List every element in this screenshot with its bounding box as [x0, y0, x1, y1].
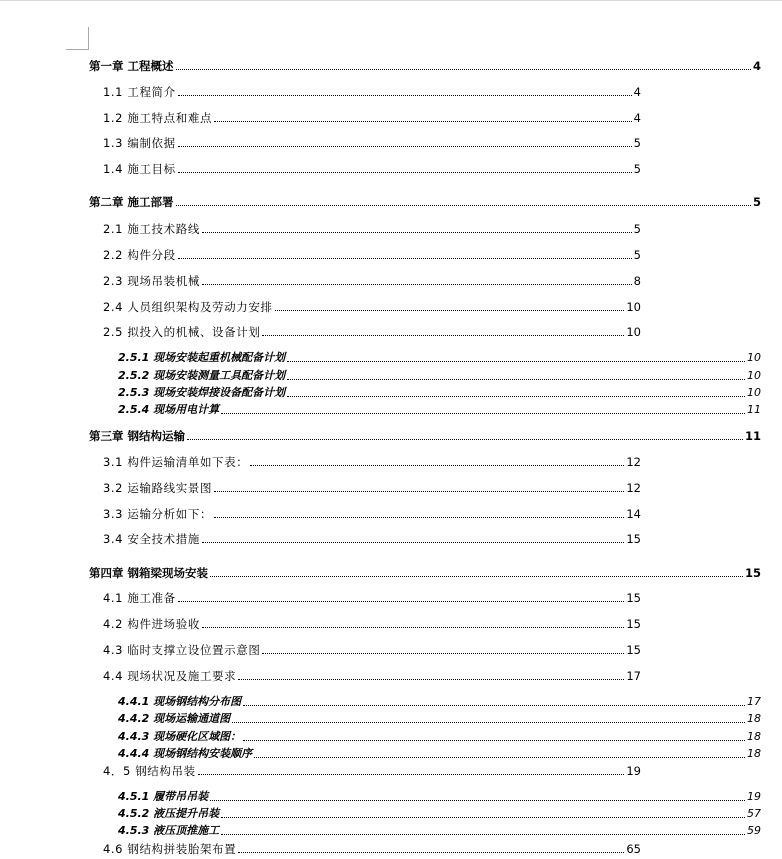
toc-section-4-1[interactable] [103, 591, 641, 605]
toc-section-4-6[interactable] [103, 842, 641, 856]
toc-page-number: 4 [633, 85, 641, 99]
toc-entry-text: 4．5 钢结构吊装 [103, 764, 196, 778]
toc-page-number: 5 [633, 162, 641, 176]
toc-section-1-2[interactable] [103, 111, 641, 125]
toc-page-number: 5 [633, 136, 641, 150]
toc-page-number: 10 [747, 386, 761, 399]
toc-leader [210, 799, 745, 801]
toc-subsection-4-5-1[interactable] [118, 790, 761, 804]
toc-page-number: 12 [626, 455, 641, 469]
toc-page-number: 5 [752, 195, 761, 209]
toc-entry-text: 4.4.3 现场硬化区域图： [118, 730, 242, 743]
toc-section-3-3[interactable] [103, 507, 641, 521]
toc-entry-text: 1.1 工程简介 [103, 85, 176, 99]
toc-leader [287, 378, 745, 380]
toc-page-number: 15 [626, 643, 641, 657]
toc-leader [187, 438, 743, 440]
toc-entry-text: 3.2 运输路线实景图 [103, 481, 213, 495]
toc-entry-text: 1.3 编制依据 [103, 136, 176, 150]
toc-entry-text: 4.6 钢结构拼装胎架布置 [103, 842, 237, 856]
toc-page-number: 57 [747, 807, 761, 820]
toc-entry-text: 第三章 钢结构运输 [89, 429, 186, 443]
toc-subsection-2-5-2[interactable] [118, 369, 761, 383]
toc-entry-text: 4.3 临时支撑立设位置示意图 [103, 643, 261, 657]
toc-page-number: 12 [626, 481, 641, 495]
toc-page-number: 11 [744, 429, 761, 443]
toc-leader [214, 120, 632, 122]
toc-entry-text: 2.1 施工技术路线 [103, 222, 200, 236]
toc-subsection-4-4-2[interactable] [118, 712, 761, 726]
toc-section-3-4[interactable] [103, 532, 641, 546]
toc-subsection-4-4-3[interactable] [118, 730, 761, 744]
toc-leader [221, 833, 745, 835]
toc-page-number: 19 [747, 790, 761, 803]
toc-entry-text: 2.4 人员组织架构及劳动力安排 [103, 300, 273, 314]
toc-leader [250, 464, 624, 466]
toc-section-4-3[interactable] [103, 643, 641, 657]
toc-entry-text: 4.4.2 现场运输通道图 [118, 712, 231, 725]
toc-chapter-1[interactable] [89, 59, 761, 73]
page-top-border [0, 0, 782, 1]
toc-leader [254, 756, 745, 758]
toc-section-2-2[interactable] [103, 248, 641, 262]
toc-entry-text: 2.5.1 现场安装起重机械配备计划 [118, 351, 286, 364]
toc-entry-text: 第四章 钢箱梁现场安装 [89, 566, 209, 580]
toc-section-4-2[interactable] [103, 617, 641, 631]
toc-leader [262, 334, 624, 336]
toc-leader [214, 490, 624, 492]
toc-page-number: 15 [626, 532, 641, 546]
toc-page-number: 10 [747, 351, 761, 364]
toc-section-2-5[interactable] [103, 325, 641, 339]
toc-entry-text: 4.4.4 现场钢结构安装顺序 [118, 747, 253, 760]
toc-entry-text: 第一章 工程概述 [89, 59, 174, 73]
toc-section-3-1[interactable] [103, 455, 641, 469]
toc-leader [202, 541, 624, 543]
toc-leader [210, 575, 743, 577]
toc-entry-text: 2.5 拟投入的机械、设备计划 [103, 325, 261, 339]
toc-entry-text: 3.3 运输分析如下： [103, 507, 213, 521]
toc-leader [178, 257, 632, 259]
toc-page-number: 11 [747, 403, 761, 416]
toc-page-number: 18 [747, 747, 761, 760]
toc-subsection-4-5-3[interactable] [118, 824, 761, 838]
toc-page-number: 15 [626, 591, 641, 605]
toc-page-number: 14 [626, 507, 641, 521]
toc-subsection-4-4-4[interactable] [118, 747, 761, 761]
toc-page-number: 65 [626, 842, 641, 856]
toc-leader [232, 721, 745, 723]
toc-page-number: 15 [744, 566, 761, 580]
toc-entry-text: 4.5.3 液压顶推施工 [118, 824, 220, 837]
toc-entry-text: 4.5.1 履带吊吊装 [118, 790, 209, 803]
toc-subsection-2-5-3[interactable] [118, 386, 761, 400]
toc-page-number: 17 [626, 669, 641, 683]
toc-chapter-3[interactable] [89, 429, 761, 443]
toc-entry-text: 3.4 安全技术措施 [103, 532, 200, 546]
toc-entry-text: 2.5.2 现场安装测量工具配备计划 [118, 369, 286, 382]
toc-section-1-3[interactable] [103, 136, 641, 150]
toc-entry-text: 2.5.3 现场安装焊接设备配备计划 [118, 386, 286, 399]
toc-page-number: 59 [747, 824, 761, 837]
toc-page-number: 4 [633, 111, 641, 125]
toc-entry-text: 4.2 构件进场验收 [103, 617, 200, 631]
toc-leader [243, 704, 745, 706]
toc-page-number: 4 [752, 59, 761, 73]
toc-leader [178, 600, 625, 602]
toc-section-1-1[interactable] [103, 85, 641, 99]
toc-leader [238, 851, 624, 853]
toc-page-number: 18 [747, 730, 761, 743]
toc-page-number: 18 [747, 712, 761, 725]
toc-page-number: 17 [747, 695, 761, 708]
toc-leader [238, 678, 624, 680]
toc-subsection-4-5-2[interactable] [118, 807, 761, 821]
toc-chapter-4[interactable] [89, 566, 761, 580]
toc-leader [202, 626, 624, 628]
toc-subsection-4-4-1[interactable] [118, 695, 761, 709]
toc-entry-text: 2.2 构件分段 [103, 248, 176, 262]
toc-leader [275, 309, 625, 311]
toc-leader [178, 94, 632, 96]
toc-leader [262, 652, 624, 654]
toc-leader [221, 412, 745, 414]
toc-entry-text: 4.1 施工准备 [103, 591, 176, 605]
toc-leader [287, 395, 745, 397]
toc-entry-text: 2.3 现场吊装机械 [103, 274, 200, 288]
toc-entry-text: 3.1 构件运输清单如下表： [103, 455, 249, 469]
toc-entry-text: 4.4.1 现场钢结构分布图 [118, 695, 242, 708]
toc-leader [221, 816, 745, 818]
toc-section-2-3[interactable] [103, 274, 641, 288]
toc-entry-text: 第二章 施工部署 [89, 195, 174, 209]
toc-page-number: 10 [626, 325, 641, 339]
toc-subsection-2-5-1[interactable] [118, 351, 761, 365]
toc-leader [202, 231, 632, 233]
toc-page-number: 5 [633, 222, 641, 236]
toc-section-4-5[interactable] [103, 764, 641, 778]
toc-subsection-2-5-4[interactable] [118, 403, 761, 417]
toc-entry-text: 2.5.4 现场用电计算 [118, 403, 220, 416]
toc-leader [243, 739, 745, 741]
toc-page-number: 10 [747, 369, 761, 382]
toc-section-4-4[interactable] [103, 669, 641, 683]
toc-entry-text: 4.4 现场状况及施工要求 [103, 669, 237, 683]
toc-leader [198, 773, 625, 775]
toc-page-number: 5 [633, 248, 641, 262]
toc-leader [178, 145, 632, 147]
toc-leader [176, 204, 751, 206]
toc-section-2-4[interactable] [103, 300, 641, 314]
toc-leader [214, 516, 624, 518]
toc-page-number: 8 [633, 274, 641, 288]
toc-entry-text: 1.2 施工特点和难点 [103, 111, 213, 125]
toc-page-number: 10 [626, 300, 641, 314]
toc-section-2-1[interactable] [103, 222, 641, 236]
toc-section-1-4[interactable] [103, 162, 641, 176]
toc-section-3-2[interactable] [103, 481, 641, 495]
toc-entry-text: 1.4 施工目标 [103, 162, 176, 176]
toc-page-number: 15 [626, 617, 641, 631]
toc-entry-text: 4.5.2 液压提升吊装 [118, 807, 220, 820]
toc-leader [176, 68, 751, 70]
toc-leader [287, 360, 745, 362]
toc-leader [178, 171, 632, 173]
margin-corner-mark [66, 27, 89, 50]
toc-page-number: 19 [626, 764, 641, 778]
toc-chapter-2[interactable] [89, 195, 761, 209]
toc-leader [202, 283, 632, 285]
